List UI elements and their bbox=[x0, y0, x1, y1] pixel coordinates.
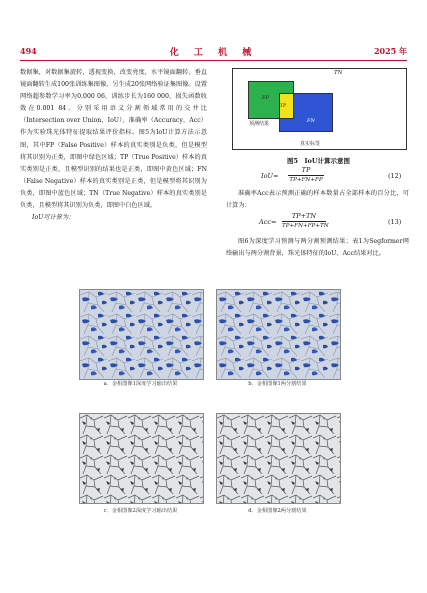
iou-intro-line: IoU可计算为： bbox=[32, 214, 75, 222]
eq12-fraction-bar bbox=[288, 175, 324, 176]
journal-title: 化 工 机 械 bbox=[169, 48, 258, 58]
figure6a-image bbox=[79, 289, 204, 380]
figure6b-caption: b．金相图像1两分割结果 bbox=[248, 381, 307, 387]
tp-label: TP bbox=[280, 104, 287, 109]
eq13-fraction-bar bbox=[282, 221, 326, 222]
acc-intro-text: 准确率Acc表示预测正确的样本数量占全部样本的百分比，可计算为： bbox=[226, 190, 409, 210]
figure6d-caption: d．金相图像2两分割结果 bbox=[248, 508, 307, 514]
fig6-description bbox=[226, 236, 409, 260]
figure6d-image bbox=[216, 413, 341, 504]
issue-year: 2025 年 bbox=[373, 46, 407, 56]
prediction-label: 预测结果 bbox=[249, 121, 270, 127]
figure5-caption: 图5 IoU计算示意图 bbox=[286, 157, 351, 165]
header-rule bbox=[20, 60, 407, 61]
tn-label: TN bbox=[334, 70, 343, 76]
eq13-lhs: Acc= bbox=[259, 218, 277, 226]
figure6a-caption: a．金相图像1深度学习输出结果 bbox=[103, 381, 178, 387]
acc-intro bbox=[226, 188, 409, 212]
eq12-denominator: TP+FN+FP bbox=[289, 177, 323, 183]
eq13-numerator: TP+TN bbox=[291, 212, 317, 220]
body-paragraph: 数据集，对数据集旋转，透视变换，改变亮度，水平镜面翻转、垂直镜面翻转生成100张训练集图像，另生成20张网络验证集图像。设置网络超参数学习率为0.000 06，训练步长为160 000，损失函数收敛在0.001 84。分别采用语义分割领域常用的交并比（Intersection over Union，IoU）、准确率（Accuracy，Acc）作为实验珠光体特征提取结果评价指标。图5为IoU计算方法示意图，其中FP（False Positive）样本的真实类别是负类，但是模型将其识别为正类，即图中绿色区域；TP（True Positive）样本的真实类别是正类，且模型识别的结果也是正类，即图中黄色区域；FN（False Negative）样本的真实类别是正类，但是模型将其识别为负类，即图中蓝色区域；TN（True Negative）样本的真实类别是负类，且模型将其识别为负类，即图中白色区域。 bbox=[20, 69, 207, 210]
page-number: 494 bbox=[20, 46, 37, 56]
left-column bbox=[20, 67, 207, 224]
eq12-numerator: TP bbox=[301, 166, 311, 174]
figure6c-image bbox=[79, 413, 204, 504]
fig6-description-text: 图6为深度学习预测与两分割预测结果；表1为Segformer网络输出与两分割背景，珠光体特征的IoU、Acc结果对比。 bbox=[226, 238, 409, 258]
eq12-lhs: IoU= bbox=[261, 172, 279, 180]
fn-label: FN bbox=[307, 118, 315, 124]
figure6c-caption: c．金相图像2深度学习输出结果 bbox=[103, 508, 178, 514]
figure6b-image bbox=[216, 289, 341, 380]
eq13-denominator: TP+FN+FP+TN bbox=[282, 223, 329, 229]
fp-label: FP bbox=[262, 95, 269, 101]
eq12-number: (12) bbox=[388, 172, 402, 180]
eq13-number: (13) bbox=[388, 218, 402, 226]
ground-truth-label: 真实标签 bbox=[300, 141, 321, 147]
